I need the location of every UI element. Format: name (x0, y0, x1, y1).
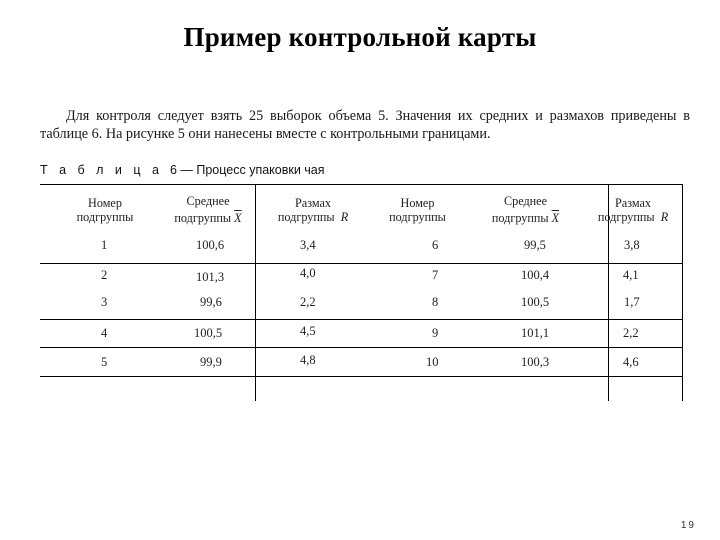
cell-subgroup-number: 10 (426, 355, 439, 369)
row-separator (40, 319, 683, 320)
header-subgroup-range-2: Размах подгруппы R (597, 196, 669, 224)
cell-subgroup-mean: 100,5 (194, 326, 223, 340)
header-subgroup-range-1: Размах подгруппы R (277, 196, 349, 224)
caption-dash: — (180, 163, 193, 177)
cell-subgroup-number: 9 (432, 326, 439, 340)
cell-subgroup-mean: 99,9 (200, 355, 222, 369)
cell-subgroup-range: 4,1 (623, 268, 639, 282)
cell-subgroup-mean: 100,5 (521, 295, 550, 309)
cell-subgroup-range: 2,2 (300, 295, 316, 309)
header-subgroup-mean-2: Среднее подгруппы $\overline{X}$ (491, 194, 560, 225)
cell-subgroup-mean: 99,6 (200, 295, 222, 309)
cell-subgroup-mean: 100,6 (196, 238, 225, 252)
cell-subgroup-number: 3 (101, 295, 108, 309)
row-separator (40, 263, 683, 264)
data-table (40, 184, 683, 401)
cell-subgroup-range: 4,0 (300, 266, 316, 280)
cell-subgroup-number: 8 (432, 295, 439, 309)
column-divider (255, 184, 256, 401)
header-subgroup-number-2: Номер подгруппы (389, 196, 446, 224)
cell-subgroup-range: 4,6 (623, 355, 639, 369)
table-caption (40, 163, 325, 177)
cell-subgroup-number: 7 (432, 268, 439, 282)
caption-number: 6 (169, 163, 177, 177)
table-top-border (40, 184, 683, 185)
cell-subgroup-mean: 100,3 (521, 355, 550, 369)
cell-subgroup-range: 3,8 (624, 238, 640, 252)
page-number: 19 (680, 520, 696, 531)
caption-text: Процесс упаковки чая (196, 163, 325, 177)
row-separator (40, 376, 683, 377)
header-subgroup-number-1: Номер подгруппы (76, 196, 134, 224)
slide-title: Пример контрольной карты (183, 22, 537, 52)
cell-subgroup-mean: 100,4 (521, 268, 550, 282)
cell-subgroup-mean: 101,3 (196, 270, 225, 284)
cell-subgroup-number: 5 (101, 355, 108, 369)
cell-subgroup-range: 3,4 (300, 238, 316, 252)
cell-subgroup-mean: 99,5 (524, 238, 546, 252)
cell-subgroup-mean: 101,1 (521, 326, 550, 340)
cell-subgroup-range: 4,8 (300, 353, 316, 367)
cell-subgroup-number: 2 (101, 268, 108, 282)
cell-subgroup-range: 1,7 (624, 295, 640, 309)
cell-subgroup-number: 4 (101, 326, 108, 340)
cell-subgroup-number: 1 (101, 238, 108, 252)
header-subgroup-mean-1: Среднее подгруппы $\overline{X}$ (174, 194, 242, 225)
table-right-border (682, 184, 683, 401)
cell-subgroup-number: 6 (432, 238, 439, 252)
caption-prefix: Т а б л и ц а (40, 163, 163, 177)
cell-subgroup-range: 4,5 (300, 324, 316, 338)
intro-paragraph: Для контроля следует взять 25 выборок объема 5. Значения их средних и размахов приведены в таблице 6. На рисунке 5 они нанесены вместе с контрольными границами. (40, 108, 690, 142)
row-separator (40, 347, 683, 348)
cell-subgroup-range: 2,2 (623, 326, 639, 340)
